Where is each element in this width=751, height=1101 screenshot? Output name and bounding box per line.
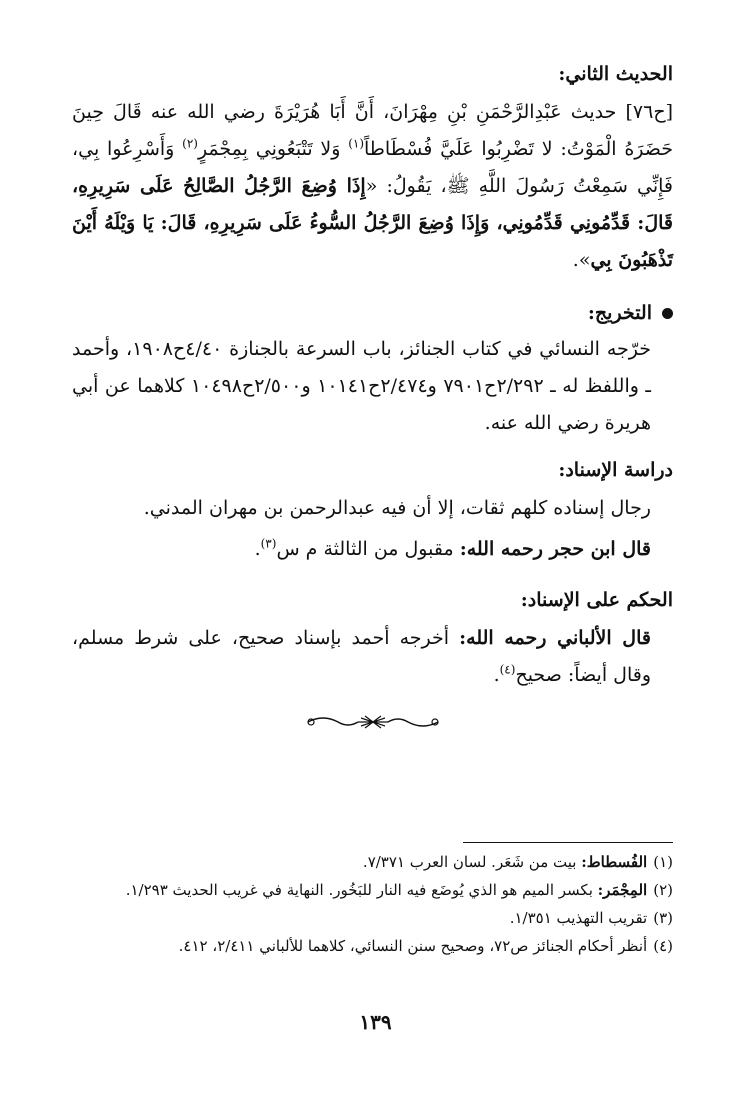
footnote-number: (٢)	[653, 881, 673, 899]
heading-isnad-study: دراسة الإسناد:	[558, 459, 673, 481]
footnote-ref-2[interactable]: (٢)	[182, 136, 198, 151]
albani-body: أخرجه أحمد بإسناد صحيح، على شرط مسلم، وقال أيضاً: صحيح	[72, 627, 651, 686]
footnote-text: بيت من شَعَر. لسان العرب ٧/٣٧١.	[362, 853, 582, 871]
albani-text	[72, 620, 673, 694]
ornament-divider	[72, 712, 673, 732]
heading-takhrij-label: التخريج:	[587, 302, 652, 324]
footnote-number: (١)	[653, 853, 673, 871]
footnotes	[72, 848, 673, 960]
heading-hadith: الحديث الثاني:	[558, 63, 673, 85]
footnote-ref-3[interactable]: (٣)	[260, 536, 277, 551]
footnote-number: (٤)	[653, 937, 673, 955]
main-text	[72, 60, 673, 732]
hadith-after: وَأَسْرِعُوا بِي، فَإِنِّي سَمِعْتُ رَسُولَ اللَّهِ ﷺ، يَقُولُ: «	[72, 138, 674, 197]
footnote-term: المِجْمَر:	[597, 881, 648, 899]
hadith-text	[72, 94, 673, 279]
footnote-term: الفُسطاط:	[581, 853, 648, 871]
footnote-4	[72, 932, 673, 960]
footnote-number: (٣)	[653, 909, 673, 927]
hadith-quote: إِذَا وُضِعَ الرَّجُلُ الصَّالِحُ عَلَى سَرِيرِهِ، قَالَ: قَدِّمُونِي قَدِّمُونِي، وَإِذَا وُضِعَ الرَّجُلُ السُّوءُ عَلَى سَرِيرِهِ، قَالَ: يَا وَيْلَهُ أَيْنَ تَذْهَبُونَ بِي	[72, 175, 673, 271]
hadith-mid: وَلا تَتْبَعُونِي بِمِجْمَرٍ	[197, 138, 349, 160]
page-number: ١٣٩	[359, 1010, 392, 1034]
footnote-ref-1[interactable]: (١)	[348, 136, 365, 151]
footnote-ref-4[interactable]: (٤)	[499, 662, 516, 677]
footnote-text: أنظر أحكام الجنائز ص٧٢، وصحيح سنن النسائي، كلاهما للألباني ٢/٤١١، ٤١٢.	[178, 937, 648, 955]
hadith-end: ».	[572, 249, 591, 271]
ibn-hajar-text	[72, 531, 673, 568]
ibn-hajar-body: مقبول من الثالثة م س	[276, 538, 460, 560]
hadith-intro: [ح٧٦] حديث عَبْدِالرَّحْمَنِ بْنِ مِهْرَانَ، أَنَّ أَبَا هُرَيْرَةَ رضي الله عنه قَالَ حِينَ حَضَرَهُ الْمَوْتُ: لا تَضْرِبُوا عَلَيَّ فُسْطَاطاً	[72, 101, 674, 160]
ibn-hajar-end: .	[254, 538, 261, 560]
heading-isnad-ruling: الحكم على الإسناد:	[520, 589, 673, 611]
albani-end: .	[493, 664, 500, 686]
ornament-icon	[303, 712, 443, 732]
footnote-3	[72, 904, 673, 932]
albani-label: قال الألباني رحمه الله:	[459, 627, 651, 649]
footnote-1	[72, 848, 673, 876]
footnote-text: بكسر الميم هو الذي يُوضَع فيه النار للبَخُور. النهاية في غريب الحديث ١/٢٩٣.	[125, 881, 598, 899]
ibn-hajar-label: قال ابن حجر رحمه الله:	[459, 538, 651, 560]
takhrij-text: خرّجه النسائي في كتاب الجنائز، باب السرعة بالجنازة ٤/٤٠ح١٩٠٨، وأحمد ـ واللفظ له ـ ٢/٢٩٢ح٧٩٠١ و٢/٤٧٤ح١٠١٤١ و٢/٥٠٠ح١٠٤٩٨ كلاهما عن أبي هريرة رضي الله عنه.	[72, 338, 651, 434]
heading-takhrij	[72, 299, 673, 327]
isnad-study-text: رجال إسناده كلهم ثقات، إلا أن فيه عبدالرحمن بن مهران المدني.	[143, 497, 651, 519]
footnote-separator	[463, 842, 673, 843]
footnote-text: تقريب التهذيب ١/٣٥١.	[509, 909, 648, 927]
footnote-2	[72, 876, 673, 904]
bullet-icon	[662, 308, 673, 319]
